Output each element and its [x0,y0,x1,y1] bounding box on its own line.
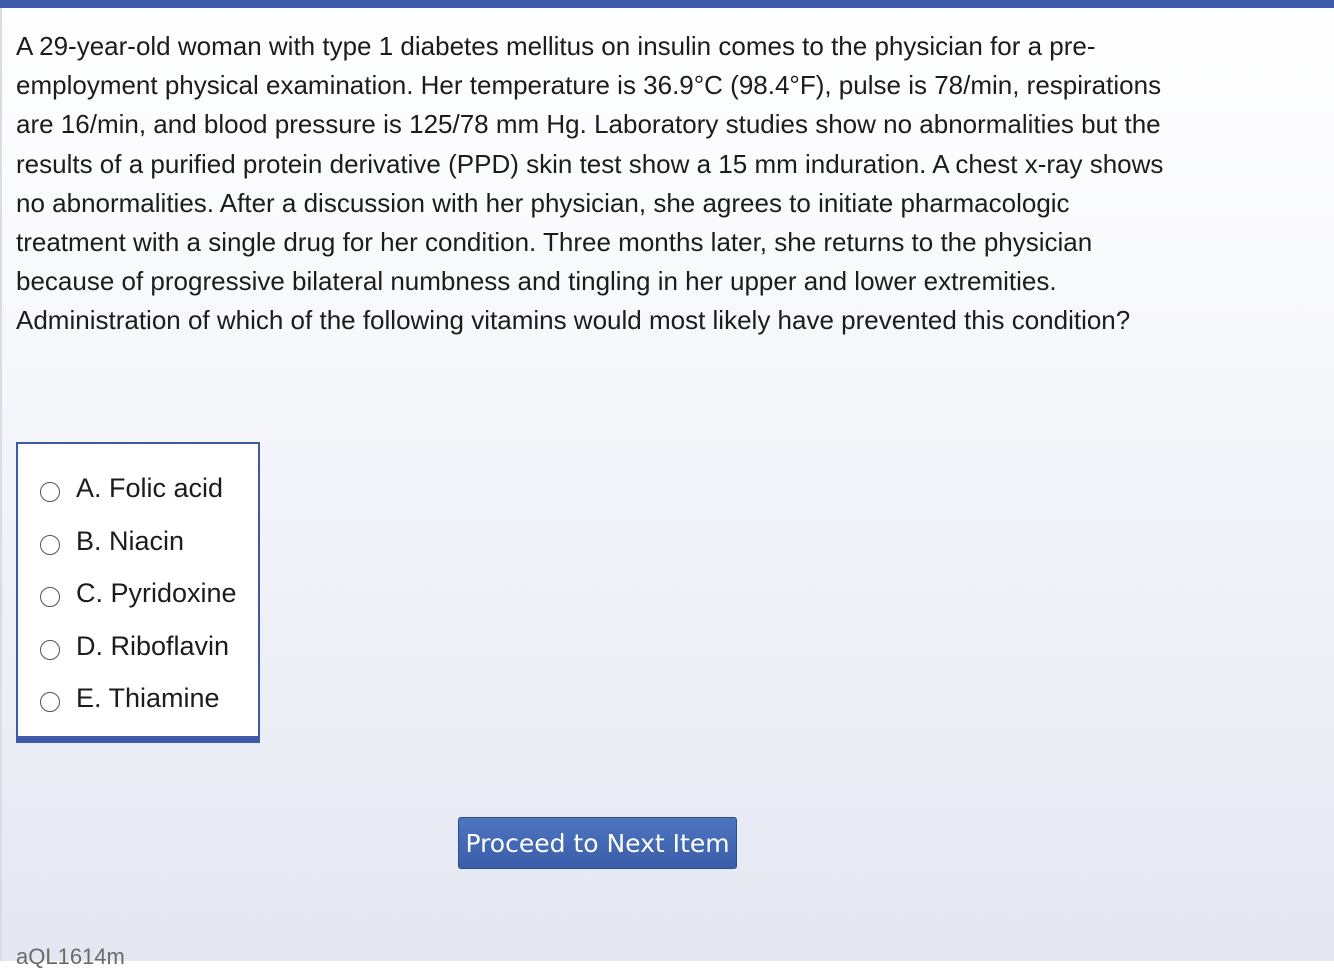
top-accent-bar [0,0,1334,8]
answer-option-label: E. Thiamine [76,682,220,713]
radio-button-icon[interactable] [40,692,60,712]
answer-option-c[interactable] [40,575,237,611]
answer-option-a[interactable] [40,470,223,506]
radio-button-icon[interactable] [40,640,60,660]
answer-choices-box [16,442,260,743]
question-id: aQL1614m [16,944,125,969]
answer-option-e[interactable] [40,680,220,716]
left-edge-divider [0,8,2,961]
radio-button-icon[interactable] [40,587,60,607]
proceed-to-next-item-button[interactable]: Proceed to Next Item [458,817,737,869]
question-stem: A 29-year-old woman with type 1 diabetes mellitus on insulin comes to the physician for a pre-employment physical examination. Her temperature is 36.9°C (98.4°F), pulse is 78/min, respirations are 16/min, and blood pressure is 125/78 mm Hg. Laboratory studies show no abnormalities but the results of a purified protein derivative (PPD) skin test show a 15 mm induration. A chest x-ray shows no abnormalities. After a discussion with her physician, she agrees to initiate pharmacologic treatment with a single drug for her condition. Three months later, she returns to the physician because of progressive bilateral numbness and tingling in her upper and lower extremities. Administration of which of the following vitamins would most likely have prevented this condition? [16,31,1164,336]
answer-option-d[interactable] [40,628,229,664]
answer-option-label: C. Pyridoxine [76,577,237,608]
radio-button-icon[interactable] [40,482,60,502]
answer-option-label: A. Folic acid [76,472,224,503]
radio-button-icon[interactable] [40,535,60,555]
answer-option-label: D. Riboflavin [76,630,230,661]
answer-option-b[interactable] [40,523,184,559]
answer-option-label: B. Niacin [76,525,185,556]
